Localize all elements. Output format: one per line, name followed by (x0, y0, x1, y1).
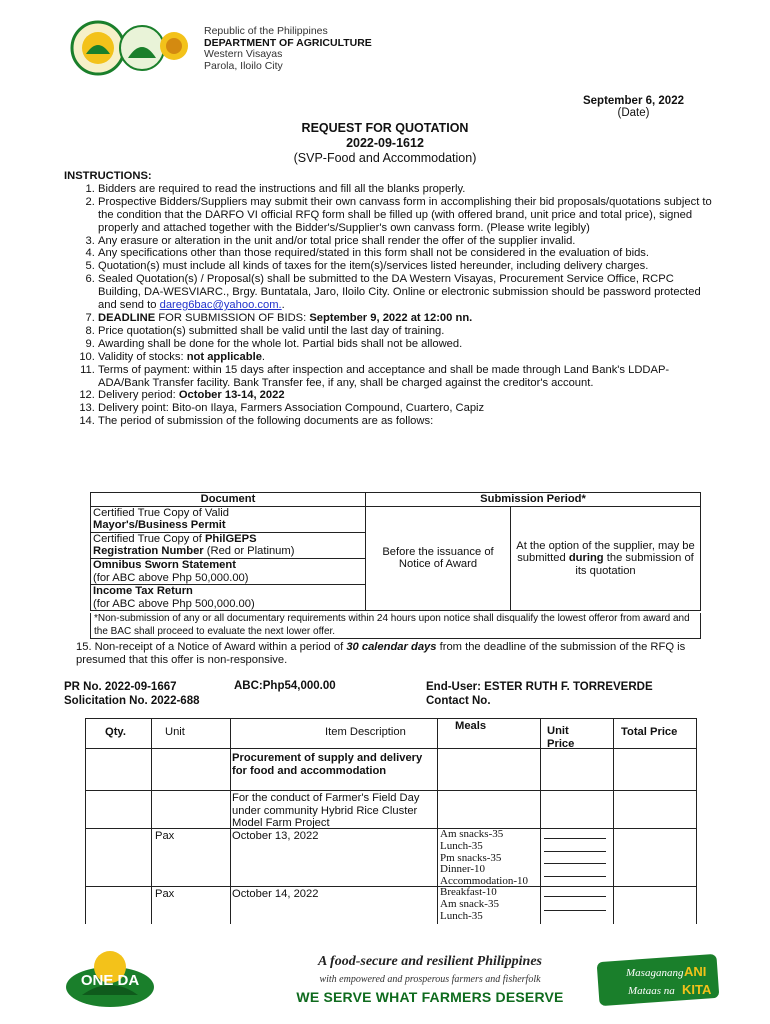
unit-price-blank[interactable] (544, 851, 606, 852)
meal-line: Am snacks-35 (440, 828, 504, 840)
email-link[interactable]: dareg6bac@yahoo.com. (159, 299, 282, 312)
list-item: 1. Bidders are required to read the instructions and fill all the blanks properly. (98, 183, 714, 196)
table-row (91, 506, 701, 532)
period-before-award: Before the issuance of Notice of Award (366, 506, 511, 611)
period-option (511, 506, 701, 611)
meal-line: Lunch-35 (440, 839, 483, 852)
deadline-label: DEADLINE (98, 311, 156, 324)
abc-amount: ABC:Php54,000.00 (234, 680, 336, 692)
solicitation-number: Solicitation No. 2022-688 (64, 695, 200, 707)
validity-end: . (261, 350, 266, 363)
deadline-date: September 9, 2022 at 12:00 nn. (309, 311, 473, 324)
non-submission-note: *Non-submission of any or all documentary requirements within 24 hours upon notice shall disqualify the lowest offeror from award and the BAC shall proceed to evaluate the next lower offer. (90, 613, 701, 639)
items-table (85, 718, 697, 924)
tagline-sub: with empowered and prosperous farmers and fisherfolk (319, 974, 541, 985)
date-label: (Date) (617, 107, 650, 119)
item15-text: 15. Non-receipt of a Notice of Award within a period of (76, 641, 347, 653)
list-item: 8. Price quotation(s) submitted shall be valid until the last day of training. (98, 325, 714, 338)
logo-text-mataas: Mataas na (628, 985, 675, 997)
document-cell (91, 585, 366, 611)
meal-line: Breakfast-10 (440, 886, 497, 898)
list-item: 2. Prospective Bidders/Suppliers may submit their own canvass form in accomplishing their bid proposals/quotations subject to the condition that the DARFO VI official RFQ form shall be filled up (with offered brand, unit price and total price), signed properly and attached together with the Bidder's/Supplier's own canvass form. (Please write legibly) (98, 196, 714, 235)
delivery-period-value: October 13-14, 2022 (178, 389, 285, 402)
title-main: REQUEST FOR QUOTATION (301, 121, 469, 135)
region-text: Western Visayas (204, 48, 283, 60)
period-text: At the option of the supplier, may be submitted (516, 539, 695, 565)
list-item: 4. Any specifications other than those required/stated in this form shall not be considered in the evaluation of bids. (98, 247, 714, 260)
validity-label: Validity of stocks: (98, 350, 187, 363)
documents-table (90, 492, 701, 611)
end-user: End-User: ESTER RUTH F. TORREVERDE (426, 681, 653, 693)
list-item (98, 389, 714, 402)
row1-date: October 13, 2022 (232, 830, 319, 842)
meal-line: Am snack-35 (440, 897, 499, 910)
instructions-heading: INSTRUCTIONS: (64, 170, 152, 182)
meal-line: Pm snacks-35 (440, 851, 502, 864)
one-da-logo-text: ONE DA (80, 972, 140, 989)
tagline-main: A food-secure and resilient Philippines (317, 954, 542, 969)
unit-price-blank[interactable] (544, 896, 606, 897)
list-item (98, 273, 714, 312)
row1-meals (440, 829, 528, 888)
document-cell (91, 532, 366, 558)
doc-text: Income Tax Return (93, 585, 193, 598)
list-item: 3. Any erasure or alteration in the unit and/or total price shall render the offer of the supplier invalid. (98, 235, 714, 248)
instruction-15 (76, 641, 716, 667)
city-text: Parola, Iloilo City (204, 59, 283, 72)
footer-tagline (230, 954, 630, 1005)
tagline-slogan: WE SERVE WHAT FARMERS DESERVE (296, 989, 564, 1005)
document-cell (91, 558, 366, 584)
row2-unit: Pax (155, 888, 175, 900)
row1-unit: Pax (155, 830, 175, 842)
period-text: during (568, 552, 604, 565)
masaganang-ani-logo (596, 954, 720, 1006)
document-cell (91, 506, 366, 532)
instruction-6-text: Sealed Quotation(s) / Proposal(s) shall be submitted to the DA Western Visayas, Procurement Service Office, RCPC Building, DA-WESVIARC., Brgy. Buntatala, Jaro, Iloilo City. Online or electronic submission should be password protected and send to (98, 273, 701, 312)
doc-text: Certified True Copy of (93, 532, 205, 545)
republic-text: Republic of the Philippines (204, 25, 328, 37)
logo-text-kita: KITA (682, 982, 712, 997)
header-total-price: Total Price (621, 726, 678, 738)
logo-text-masaganang: Masaganang (626, 967, 684, 979)
row2-meals (440, 887, 499, 922)
instruction-6-end: . (281, 299, 285, 312)
item15-bold: 30 calendar days (346, 641, 437, 653)
deadline-mid: FOR SUBMISSION OF BIDS: (155, 311, 310, 324)
pr-number: PR No. 2022-09-1667 (64, 681, 177, 693)
list-item: 9. Awarding shall be done for the whole lot. Partial bids shall not be allowed. (98, 338, 714, 351)
col-submission-period: Submission Period* (366, 493, 701, 507)
row2-date: October 14, 2022 (232, 888, 319, 900)
department-name: DEPARTMENT OF AGRICULTURE (204, 36, 372, 49)
da-seal-logo (68, 14, 192, 80)
contact-number: Contact No. (426, 695, 491, 707)
unit-price-blank[interactable] (544, 863, 606, 864)
meal-line: Dinner-10 (440, 863, 485, 876)
letterhead (204, 26, 372, 72)
header-qty: Qty. (105, 726, 126, 738)
header-unit-price: Unit Price (547, 725, 575, 750)
unit-price-blank[interactable] (544, 838, 606, 839)
list-item: 13. Delivery point: Bito-on Ilaya, Farmers Association Compound, Cuartero, Capiz (98, 402, 714, 415)
doc-text: (Red or Platinum) (203, 545, 295, 558)
rfq-number: 2022-09-1612 (346, 136, 424, 150)
unit-price-blank[interactable] (544, 910, 606, 911)
doc-text: Omnibus Sworn Statement (93, 558, 236, 571)
conduct-description: For the conduct of Farmer's Field Day under community Hybrid Rice Cluster Model Farm Project (232, 792, 420, 829)
date-block (583, 95, 684, 119)
doc-text: (for ABC above Php 50,000.00) (93, 571, 249, 584)
delivery-period-label: Delivery period: (98, 389, 179, 402)
list-item: 11. Terms of payment: within 15 days after inspection and acceptance and shall be made through Land Bank's LDDAP-ADA/Bank Transfer facility. Bank Transfer fee, if any, shall be charged against the creditor's account. (98, 364, 714, 390)
meal-line: Lunch-35 (440, 909, 483, 922)
item15-text: from the deadline of the submission of the RFQ is presumed that this offer is non-responsive. (76, 641, 686, 666)
logo-text-ani: ANI (684, 964, 707, 979)
list-item (98, 351, 714, 364)
doc-text: Mayor's/Business Permit (93, 519, 226, 532)
header-item-description: Item Description (325, 726, 406, 738)
date-value: September 6, 2022 (582, 95, 684, 107)
doc-text: Registration Number (93, 545, 204, 558)
doc-text: PhilGEPS (204, 532, 257, 545)
validity-value: not applicable (186, 350, 262, 363)
end-user-block (426, 680, 653, 708)
header-unit: Unit (165, 726, 185, 738)
doc-text: (for ABC above Php 500,000.00) (93, 597, 255, 610)
header-meals: Meals (455, 720, 487, 732)
title-sub: (SVP-Food and Accommodation) (293, 151, 477, 165)
list-item: 14. The period of submission of the following documents are as follows: (98, 415, 714, 428)
doc-text: Certified True Copy of Valid (93, 506, 229, 519)
instructions-list (64, 183, 714, 428)
list-item (98, 312, 714, 325)
pr-block (64, 680, 200, 708)
unit-price-blank[interactable] (544, 876, 606, 877)
meal-line: Accommodation-10 (440, 875, 528, 888)
one-da-logo (62, 947, 158, 1011)
list-item: 5. Quotation(s) must include all kinds of taxes for the item(s)/services listed hereunder, including delivery charges. (98, 260, 714, 273)
period-text: the submission of its quotation (575, 552, 694, 577)
table-header-row (91, 493, 701, 507)
procurement-description: Procurement of supply and delivery for food and accommodation (232, 752, 423, 777)
document-title (0, 121, 770, 166)
instructions (64, 170, 714, 428)
col-document: Document (91, 493, 366, 507)
